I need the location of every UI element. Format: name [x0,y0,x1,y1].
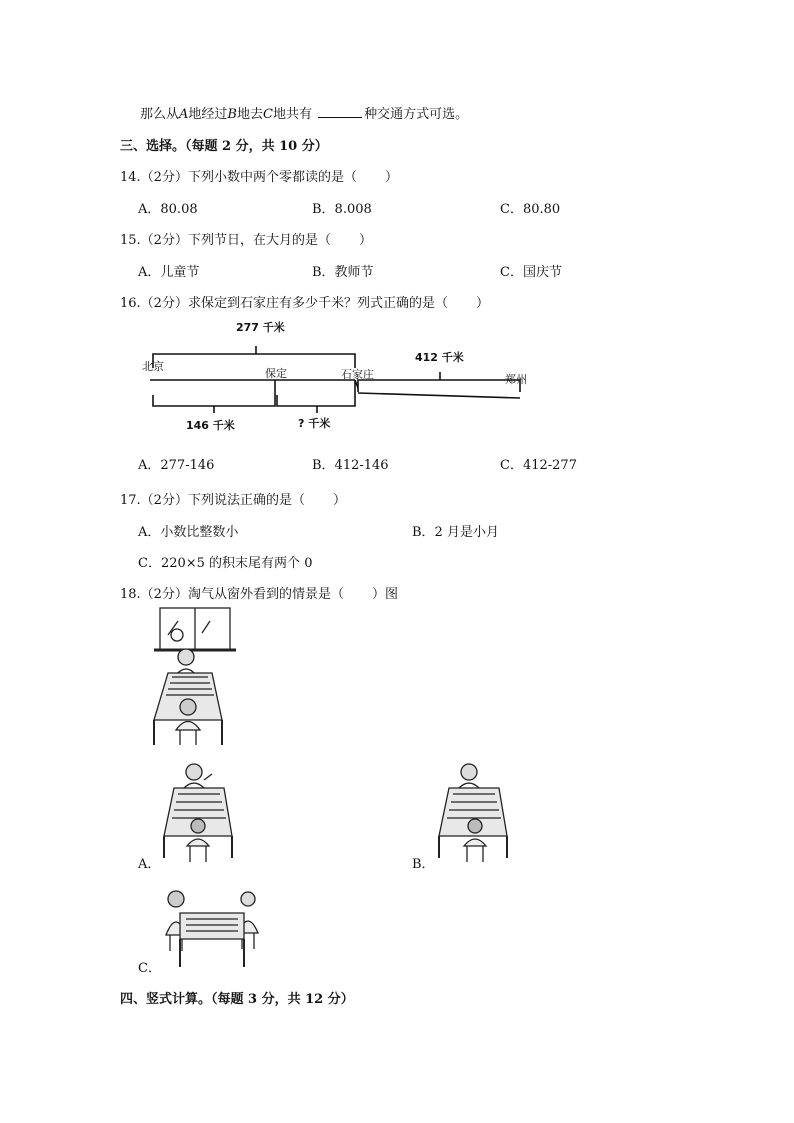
q18-close: ）图 [371,587,398,602]
q16-stem-text: 16.（2分）求保定到石家庄有多少千米？列式正确的是（ [120,296,448,311]
section-3-title: 三、选择。（每题 2 分，共 10 分） [120,139,328,154]
q14-option-c[interactable]: C．80.80 [500,202,561,217]
q17-stem-text: 17.（2分）下列说法正确的是（ [120,493,305,508]
q14-stem-text: 14.（2分）下列小数中两个零都读的是（ [120,170,357,185]
city-baoding: 保定 [265,367,287,380]
label-unknown: ? 千米 [298,417,331,430]
q13-var-b: B [227,107,237,122]
q15-option-b[interactable]: B．教师节 [312,265,374,280]
q18-option-b[interactable]: B． [412,857,435,872]
q13-text: 那么从 [140,107,180,122]
option-c-picture[interactable] [158,885,268,970]
q13-var-c: C [263,107,273,122]
q16-option-b[interactable]: B．412-146 [312,458,389,473]
q18-stem [120,583,398,602]
q13-var-a: A [179,107,189,122]
label-146: 146 千米 [186,419,235,432]
label-412: 412 千米 [415,351,464,364]
city-zhengzhou: 郑州 [505,373,527,386]
q15-close: ） [358,233,372,248]
q15-option-a[interactable]: A．儿童节 [138,265,200,280]
q18-option-a[interactable]: A． [138,857,161,872]
brace-right [358,380,520,392]
city-shijiazhuang: 石家庄 [341,368,374,381]
road-line-right [358,393,520,398]
q17-option-a[interactable]: A．小数比整数小 [138,525,239,540]
q13-text: 种交通方式可选。 [364,107,469,122]
q17-close: ） [332,493,346,508]
option-b-picture[interactable] [435,758,515,866]
q13-text: 地经过 [188,107,228,122]
q18-stem-text: 18.（2分）淘气从窗外看到的情景是（ [120,587,344,602]
q15-stem-text: 15.（2分）下列节日，在大月的是（ [120,233,331,248]
q17-stem [120,489,346,508]
q17-option-b[interactable]: B．2 月是小月 [412,525,499,540]
label-277: 277 千米 [236,321,285,334]
q16-option-c[interactable]: C．412-277 [500,458,577,473]
section-4-title: 四、竖式计算。（每题 3 分，共 12 分） [120,992,354,1007]
q13-text: 地共有 [272,107,312,122]
city-beijing: 北京 [142,360,164,373]
q14-option-a[interactable]: A．80.08 [138,202,198,217]
option-a-picture[interactable] [160,758,240,866]
q13-text: 地去 [236,107,263,122]
brace-bottom-left [153,395,275,406]
q15-option-c[interactable]: C．国庆节 [500,265,562,280]
q14-close: ） [384,170,398,185]
brace-bottom-right [277,395,355,406]
q17-option-c[interactable]: C．220×5 的积末尾有两个 0 [138,556,313,571]
q16-option-a[interactable]: A．277-146 [138,458,215,473]
q18-option-c[interactable]: C． [138,961,161,976]
q16-close: ） [475,296,489,311]
window-scene-picture [150,605,240,750]
brace-top [153,354,355,368]
q14-option-b[interactable]: B．8.008 [312,202,372,217]
